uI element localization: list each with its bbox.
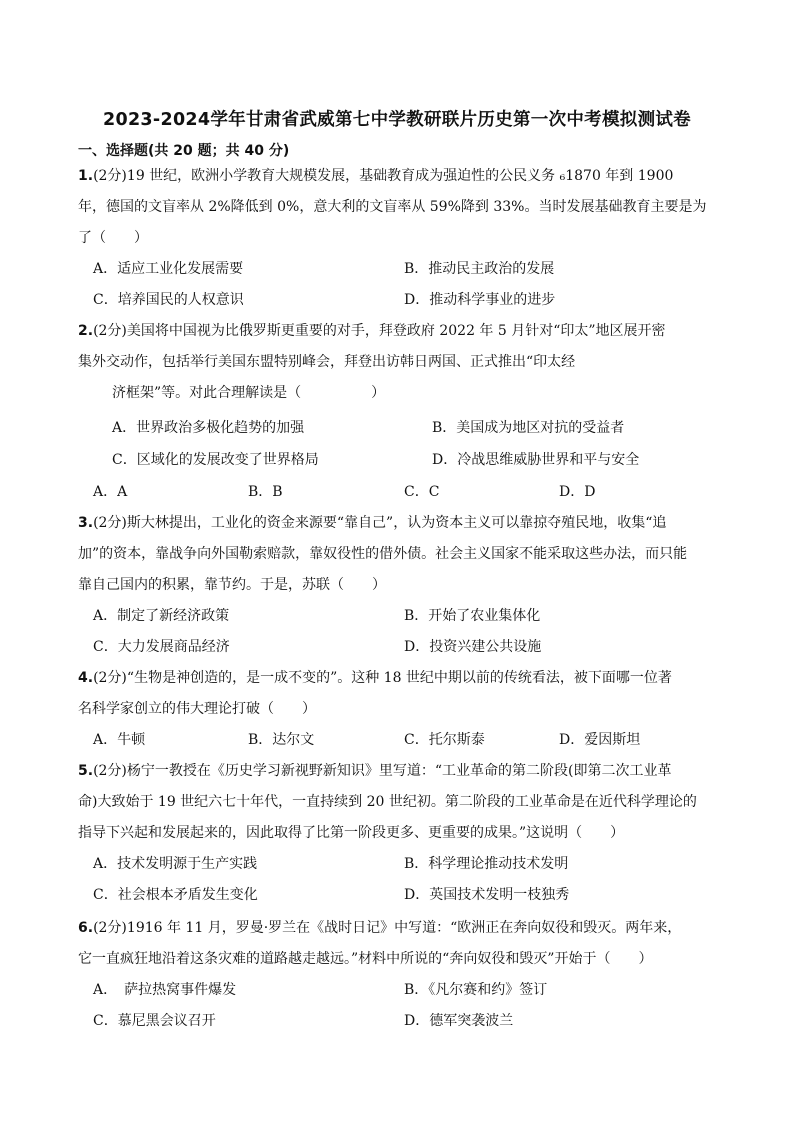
option-b[interactable]: B．推动民主政治的发展 <box>404 261 555 277</box>
section-heading: 一、选择题(共 20 题；共 40 分) <box>78 143 290 159</box>
answer-a[interactable]: A．A <box>93 484 128 500</box>
question-3-line-1 <box>78 514 666 532</box>
question-score: (2分) <box>93 763 127 779</box>
question-number: 3. <box>78 515 94 531</box>
option-c[interactable]: C．社会根本矛盾发生变化 <box>93 887 258 903</box>
option-d[interactable]: D．推动科学事业的进步 <box>404 292 556 308</box>
question-text: 美国将中国视为比俄罗斯更重要的对手，拜登政府 2022 年 5 月针对“印太”地区展开密 <box>126 323 666 339</box>
question-3-line-2: 加”的资本，靠战争向外国勒索赔款，靠奴役性的借外债。社会主义国家不能采取这些办法，而只能 <box>78 546 688 562</box>
question-4-line-1 <box>78 669 672 687</box>
option-b[interactable]: B．《凡尔赛和约》签订 <box>404 982 548 998</box>
question-2-line-2: 集外交动作，包括举行美国东盟特别峰会，拜登出访韩日两国、正式推出“印太经 <box>78 354 576 370</box>
question-number: 1. <box>78 168 94 184</box>
question-score: (2分) <box>93 323 127 339</box>
question-6-line-1 <box>78 919 681 937</box>
option-d[interactable]: D．冷战思维威胁世界和平与安全 <box>432 452 640 468</box>
question-number: 5. <box>78 763 94 779</box>
option-c[interactable]: C．培养国民的人权意识 <box>93 292 244 308</box>
question-5-line-2: 命)大致始于 19 世纪六七十年代，一直持续到 20 世纪初。第二阶段的工业革命是在近代科学理论的 <box>78 794 697 810</box>
question-1-line-3: 了（ ） <box>78 230 148 246</box>
question-2-line-1 <box>78 322 666 340</box>
option-b[interactable]: B．科学理论推动技术发明 <box>404 856 569 872</box>
question-text: 1916 年 11 月，罗曼·罗兰在《战时日记》中写道：“欧洲正在奔向奴役和毁灭。两年来， <box>126 920 682 936</box>
question-number: 4. <box>78 670 94 686</box>
option-b[interactable]: B．美国成为地区对抗的受益者 <box>432 420 625 436</box>
option-b[interactable]: B．开始了农业集体化 <box>404 608 541 624</box>
question-5-line-3: 指导下兴起和发展起来的，因此取得了比第一阶段更多、更重要的成果。”这说明（ ） <box>78 825 625 841</box>
question-text: 杨宁一教授在《历史学习新视野新知识》里写道：“工业革命的第二阶段(即第二次工业革 <box>126 763 672 779</box>
document-title: 2023-2024学年甘肃省武威第七中学教研联片历史第一次中考模拟测试卷 <box>103 110 691 130</box>
question-5-line-1 <box>78 762 672 780</box>
option-d[interactable]: D．投资兴建公共设施 <box>404 639 542 655</box>
answer-c[interactable]: C．C <box>404 484 440 500</box>
question-4-line-2: 名科学家创立的伟大理论打破（ ） <box>78 701 316 717</box>
question-score: (2分) <box>93 168 127 184</box>
question-text: “生物是神创造的，是一成不变的”。这种 18 世纪中期以前的传统看法，被下面哪一位著 <box>126 670 672 686</box>
option-c[interactable]: C．大力发展商品经济 <box>93 639 230 655</box>
option-a[interactable]: A．制定了新经济政策 <box>93 608 230 624</box>
option-c[interactable]: C．托尔斯泰 <box>404 732 485 748</box>
option-d[interactable]: D．英国技术发明一枝独秀 <box>404 887 570 903</box>
option-d[interactable]: D．德军突袭波兰 <box>404 1013 514 1029</box>
option-d[interactable]: D．爱因斯坦 <box>559 732 641 748</box>
question-1-line-2: 年，德国的文盲率从 2%降低到 0%，意大利的文盲率从 59%降到 33%。当时发展基础教育主要是为 <box>78 199 707 215</box>
option-b[interactable]: B．达尔文 <box>248 732 315 748</box>
question-score: (2分) <box>93 515 127 531</box>
option-a[interactable]: A．牛顿 <box>93 732 146 748</box>
answer-b[interactable]: B．B <box>248 484 283 500</box>
option-a[interactable]: A．技术发明源于生产实践 <box>93 856 258 872</box>
question-1-line-1 <box>78 167 673 185</box>
answer-d[interactable]: D．D <box>559 484 596 500</box>
question-2-line-3: 济框架”等。对此合理解读是（ ） <box>112 385 386 401</box>
option-a[interactable]: A．世界政治多极化趋势的加强 <box>112 420 305 436</box>
question-3-line-3: 靠自己国内的积累，靠节约。于是，苏联（ ） <box>78 577 386 593</box>
option-a[interactable]: A． 萨拉热窝事件爆发 <box>93 982 237 998</box>
option-c[interactable]: C．区域化的发展改变了世界格局 <box>112 452 319 468</box>
question-number: 6. <box>78 920 94 936</box>
question-score: (2分) <box>93 670 127 686</box>
question-number: 2. <box>78 323 94 339</box>
question-6-line-2: 它一直疯狂地沿着这条灾难的道路越走越远。”材料中所说的“奔向奴役和毁灭”开始于（ ） <box>78 951 653 967</box>
question-score: (2分) <box>93 920 127 936</box>
option-a[interactable]: A．适应工业化发展需要 <box>93 261 244 277</box>
option-c[interactable]: C．慕尼黑会议召开 <box>93 1013 216 1029</box>
question-text: 19 世纪，欧洲小学教育大规模发展，基础教育成为强迫性的公民义务 ₆1870 年到 1900 <box>126 168 674 184</box>
question-text: 斯大林提出，工业化的资金来源要“靠自己”，认为资本主义可以靠掠夺殖民地，收集“追 <box>126 515 667 531</box>
